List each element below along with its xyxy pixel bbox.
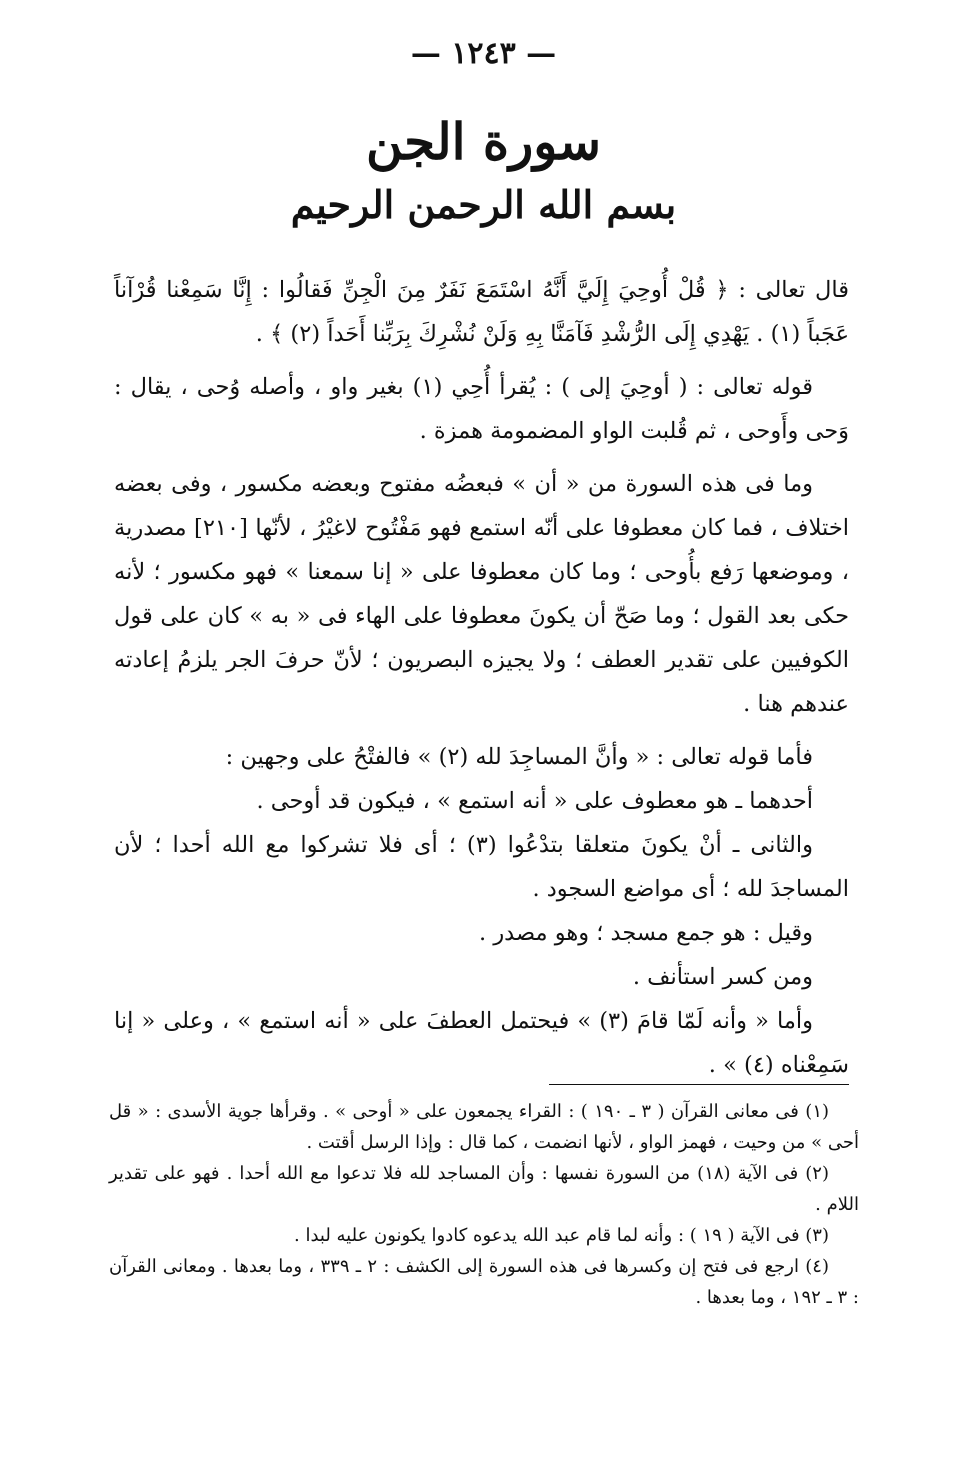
commentary-paragraph: وأما « وأنه لَمّا قامَ (٣) » فيحتمل العطفَ على « أنه استمع » ، وعلى « إنا سَمِعْناه (٤) » .	[114, 1008, 849, 1078]
surah-title: سورة الجن	[366, 112, 601, 171]
footnote: (٣) فى الآية ( ١٩ ) : وأنه لما قام عبد الله يدعوه كادوا يكونون عليه لبدا .	[294, 1225, 829, 1246]
commentary-paragraph: وقيل : هو جمع مسجد ؛ وهو مصدر .	[479, 920, 813, 946]
commentary-paragraph: أحدهما ـ هو معطوف على « أنه استمع » ، فيكون قد أوحى .	[256, 788, 813, 814]
verse-paragraph: قال تعالى : ﴿ قُلْ أُوحِيَ إِلَيَّ أَنَّهُ اسْتَمَعَ نَفَرٌ مِنَ الْجِنِّ فَقالُوا : إِنَّا سَمِعْنا قُرْآناً عَجَباً (١) . يَهْدِي إِلَى الرُّشْدِ فَآمَنَّا بِهِ وَلَنْ نُشْرِكَ بِرَبِّنا أَحَداً (٢) ﴾ .	[114, 277, 849, 347]
footnote: (١) فى معانى القرآن ( ٣ ـ ١٩٠ ) : القراء يجمعون على « أوحى » . وقرأها جوية الأسدى : « قل أحى » من وحيت ، فهمز الواو ، لأنها انضمت ، كما قال : وإذا الرسل أقتت .	[109, 1101, 859, 1153]
basmala: بسم الله الرحمن الرحيم	[290, 182, 677, 227]
commentary-paragraph: وما فى هذه السورة من « أن » فبعضُه مفتوح وبعضه مكسور ، وفى بعضه اختلاف ، فما كان معطوفا على أنّه استمع فهو مَفْتُوح لاغيْرُ ، لأنّها [٢١٠] مصدرية ، وموضعها رَفع بأُوحى ؛ وما كان معطوفا على « إنا سمعنا » فهو مكسور ؛ لأنه حكى بعد القول ؛ وما صَحّ أن يكونَ معطوفا على الهاء فى « به » كان على قول الكوفيين على تقدير العطف ؛ ولا يجيزه البصريون ؛ لأنّ حرفَ الجر يلزمُ إعادته عندهم هنا .	[114, 471, 849, 717]
commentary-paragraph: قوله تعالى : ( أوحِيَ إلى ) : يُقرأ أُحِي (١) بغير واو ، وأصله وُحى ، يقال : وَحى وأَوحى ، ثم قُلبت الواو المضمومة همزة .	[114, 374, 849, 444]
commentary-paragraph: والثانى ـ أنْ يكونَ متعلقا بتدْعُوا (٣) ؛ أى فلا تشركوا مع الله أحدا ؛ لأن المساجدَ لله ؛ أى مواضع السجود .	[114, 832, 849, 902]
footnote: (٤) ارجع فى فتح إن وكسرها فى هذه السورة إلى الكشف : ٢ ـ ٣٣٩ ، وما بعدها . ومعانى القرآن : ٣ ـ ١٩٢ ، وما بعدها .	[109, 1256, 859, 1308]
footnotes	[109, 1096, 859, 1313]
commentary-paragraph: ومن كسر استأنف .	[632, 964, 813, 990]
commentary-paragraph: فأما قوله تعالى : « وأنَّ المساجِدَ لله (٢) » فالفتْحُ على وجهين :	[225, 744, 813, 770]
page-number: — ١٢٤٣ —	[410, 36, 557, 71]
footnote: (٢) فى الآية (١٨) من السورة نفسها : وأن المساجد لله فلا تدعوا مع الله أحدا . فهو على تقدير اللام .	[109, 1163, 859, 1215]
main-text	[114, 268, 849, 1087]
footnote-separator	[549, 1084, 849, 1085]
